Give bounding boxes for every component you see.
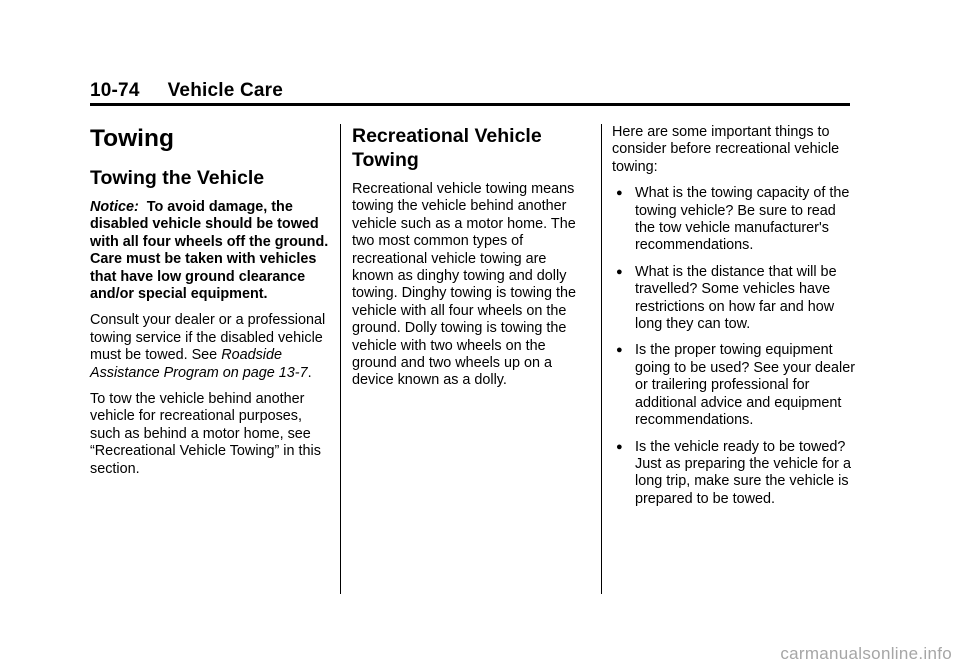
- section-title: Vehicle Care: [167, 80, 284, 101]
- column-1: [90, 124, 330, 487]
- list-item: [612, 439, 858, 509]
- bullet-icon: ●: [616, 344, 623, 357]
- recreational-paragraph: Recreational vehicle towing means towing the vehicle behind another vehicle such as a motor home. The two most common types of recreational vehicle towing are known as dinghy towing and dolly towing. Dinghy towing is towing the vehicle with all four wheels on the ground. Dolly towing is towing the vehicle with two wheels on the ground and two wheels up on a device known as a dolly.: [352, 181, 576, 389]
- bullet-icon: ●: [616, 440, 623, 453]
- list-item-text: Is the vehicle ready to be towed? Just as preparing the vehicle for a long trip, make sure the vehicle is prepared to be towed.: [635, 438, 851, 507]
- list-item: [612, 342, 858, 429]
- page-header: [90, 80, 283, 102]
- watermark: carmanualsonline.info: [780, 644, 952, 663]
- consult-end: .: [307, 364, 312, 381]
- considerations-list: [612, 185, 858, 508]
- list-item-text: What is the towing capacity of the towing vehicle? Be sure to read the tow vehicle manufacturer's recommendations.: [635, 185, 850, 254]
- column-2: [352, 124, 590, 399]
- recreational-reference-paragraph: To tow the vehicle behind another vehicle for recreational purposes, such as behind a motor home, see “Recreational Vehicle Towing” in this section.: [90, 391, 321, 477]
- notice-text: To avoid damage, the disabled vehicle should be towed with all four wheels off the ground. Care must be taken with vehicles that have low ground clearance and/or special equipment.: [90, 199, 329, 303]
- column-divider-2: [601, 124, 602, 594]
- heading-towing: Towing: [90, 125, 174, 152]
- bullet-icon: ●: [616, 265, 623, 278]
- page-number: 10-74: [90, 80, 140, 101]
- header-rule: [90, 103, 850, 106]
- heading-recreational-vehicle-towing: Recreational Vehicle Towing: [352, 125, 542, 171]
- notice-paragraph: [90, 199, 330, 303]
- intro-paragraph: Here are some important things to consider before recreational vehicle towing:: [612, 124, 840, 175]
- consult-text: Consult your dealer or a professional towing service if the disabled vehicle must be towed. See: [90, 312, 326, 364]
- consult-paragraph: [90, 312, 330, 382]
- list-item: [612, 185, 858, 255]
- bullet-icon: ●: [616, 187, 623, 200]
- list-item: [612, 264, 858, 334]
- heading-towing-the-vehicle: Towing the Vehicle: [90, 167, 265, 189]
- column-3: [612, 124, 858, 517]
- column-divider-1: [340, 124, 341, 594]
- list-item-text: What is the distance that will be travelled? Some vehicles have restrictions on how far and how long they can tow.: [635, 263, 837, 333]
- notice-label: Notice:: [90, 199, 139, 215]
- roadside-assistance-link[interactable]: Roadside Assistance Program on page 13-7: [90, 347, 308, 381]
- list-item-text: Is the proper towing equipment going to be used? See your dealer or trailering professional for additional advice and equipment recommendations.: [635, 342, 856, 429]
